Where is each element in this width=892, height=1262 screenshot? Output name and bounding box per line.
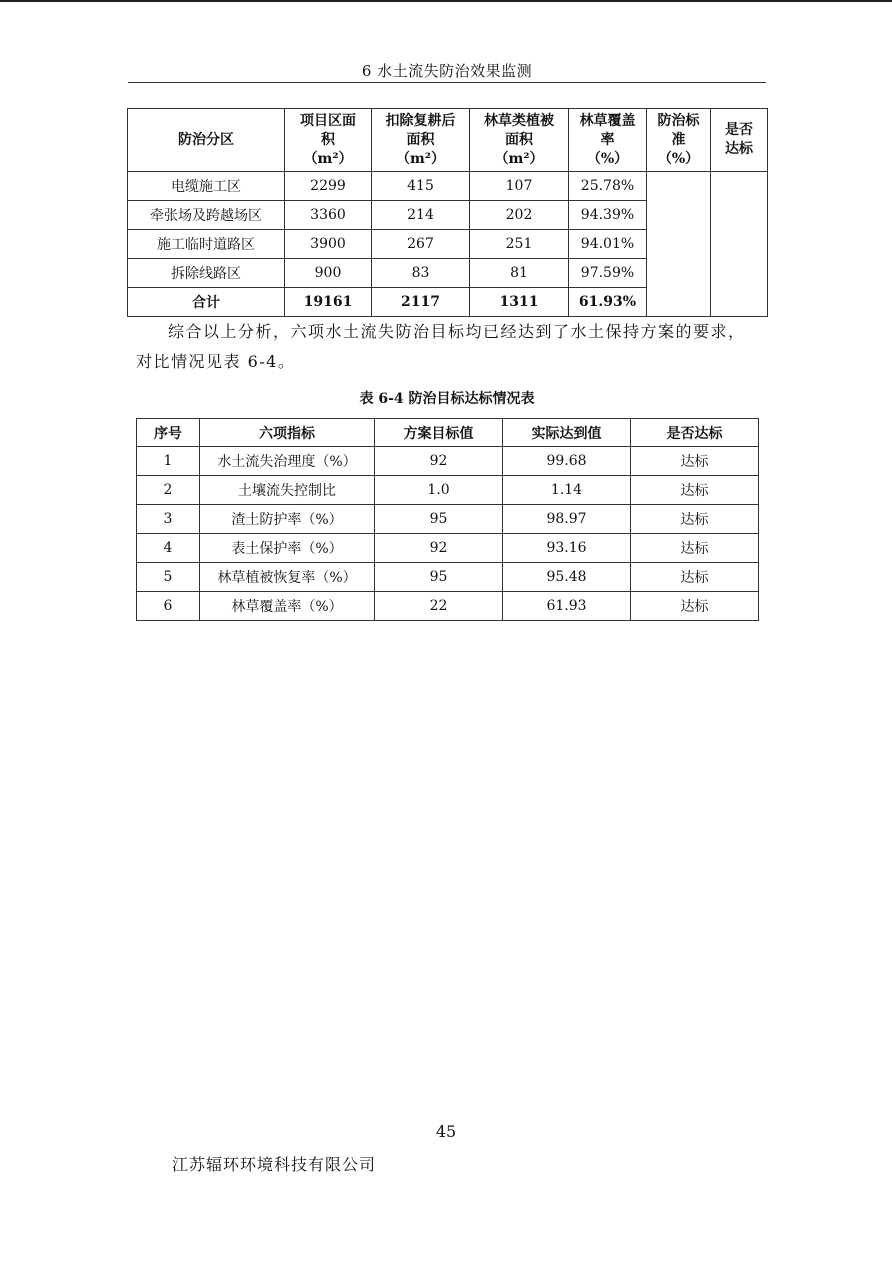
footer-company-name: 江苏辐环环境科技有限公司 — [172, 1155, 377, 1174]
net-area-cell: 83 — [372, 259, 470, 288]
table-row — [137, 563, 759, 592]
table-row — [137, 476, 759, 505]
area-cell: 900 — [285, 259, 372, 288]
column-header-target: 方案目标值 — [375, 419, 503, 447]
target-cell: 95 — [375, 505, 503, 534]
page-top-border — [0, 0, 892, 2]
column-header-standard: 防治标 准 （%） — [647, 109, 711, 172]
table-header-row — [137, 419, 759, 447]
zone-cell: 施工临时道路区 — [128, 230, 285, 259]
column-header-area: 项目区面 积 （m²） — [285, 109, 372, 172]
column-header-veg-area: 林草类植被 面积 （m²） — [470, 109, 569, 172]
actual-cell: 95.48 — [503, 563, 631, 592]
net-area-cell: 214 — [372, 201, 470, 230]
table-row — [137, 505, 759, 534]
target-compliance-table — [136, 418, 759, 621]
target-cell: 22 — [375, 592, 503, 621]
coverage-cell: 25.78% — [569, 172, 647, 201]
table-row — [137, 534, 759, 563]
coverage-cell: 97.59% — [569, 259, 647, 288]
result-cell: 达标 — [631, 447, 759, 476]
column-header-no: 序号 — [137, 419, 200, 447]
coverage-cell: 94.39% — [569, 201, 647, 230]
indicator-cell: 林草覆盖率（%） — [200, 592, 375, 621]
page-number: 45 — [435, 1122, 457, 1141]
total-area: 19161 — [285, 288, 372, 317]
paragraph-line-1: 综合以上分析，六项水土流失防治目标均已经达到了水土保持方案的要求， — [168, 322, 746, 341]
column-header-met: 是否 达标 — [711, 109, 768, 172]
veg-area-cell: 251 — [470, 230, 569, 259]
indicator-cell: 林草植被恢复率（%） — [200, 563, 375, 592]
standard-cell — [647, 172, 711, 317]
column-header-actual: 实际达到值 — [503, 419, 631, 447]
table-caption: 表 6-4 防治目标达标情况表 — [359, 391, 535, 407]
actual-cell: 93.16 — [503, 534, 631, 563]
total-net-area: 2117 — [372, 288, 470, 317]
no-cell: 6 — [137, 592, 200, 621]
no-cell: 3 — [137, 505, 200, 534]
zone-cell: 拆除线路区 — [128, 259, 285, 288]
summary-paragraph — [136, 317, 762, 377]
total-veg-area: 1311 — [470, 288, 569, 317]
target-cell: 95 — [375, 563, 503, 592]
veg-area-cell: 81 — [470, 259, 569, 288]
table-header-row — [128, 109, 768, 172]
no-cell: 4 — [137, 534, 200, 563]
result-cell: 达标 — [631, 534, 759, 563]
net-area-cell: 415 — [372, 172, 470, 201]
table-row — [128, 172, 768, 201]
area-cell: 3360 — [285, 201, 372, 230]
actual-cell: 98.97 — [503, 505, 631, 534]
coverage-table — [127, 108, 768, 317]
area-cell: 2299 — [285, 172, 372, 201]
indicator-cell: 土壤流失控制比 — [200, 476, 375, 505]
total-label: 合计 — [128, 288, 285, 317]
target-cell: 1.0 — [375, 476, 503, 505]
column-header-net-area: 扣除复耕后 面积 （m²） — [372, 109, 470, 172]
table-row — [137, 447, 759, 476]
veg-area-cell: 107 — [470, 172, 569, 201]
area-cell: 3900 — [285, 230, 372, 259]
actual-cell: 1.14 — [503, 476, 631, 505]
table-row — [137, 592, 759, 621]
column-header-zone: 防治分区 — [128, 109, 285, 172]
header-rule — [128, 82, 766, 83]
result-cell: 达标 — [631, 592, 759, 621]
coverage-cell: 94.01% — [569, 230, 647, 259]
result-cell: 达标 — [631, 563, 759, 592]
indicator-cell: 表土保护率（%） — [200, 534, 375, 563]
no-cell: 2 — [137, 476, 200, 505]
net-area-cell: 267 — [372, 230, 470, 259]
indicator-cell: 渣土防护率（%） — [200, 505, 375, 534]
running-header: 6 水土流失防治效果监测 — [361, 62, 533, 80]
column-header-coverage: 林草覆盖 率 （%） — [569, 109, 647, 172]
actual-cell: 99.68 — [503, 447, 631, 476]
indicator-cell: 水土流失治理度（%） — [200, 447, 375, 476]
column-header-indicator: 六项指标 — [200, 419, 375, 447]
no-cell: 5 — [137, 563, 200, 592]
column-header-result: 是否达标 — [631, 419, 759, 447]
zone-cell: 电缆施工区 — [128, 172, 285, 201]
result-cell: 达标 — [631, 476, 759, 505]
paragraph-line-2: 对比情况见表 6-4。 — [136, 352, 296, 371]
result-cell: 达标 — [631, 505, 759, 534]
no-cell: 1 — [137, 447, 200, 476]
zone-cell: 牵张场及跨越场区 — [128, 201, 285, 230]
total-coverage: 61.93% — [569, 288, 647, 317]
actual-cell: 61.93 — [503, 592, 631, 621]
met-cell — [711, 172, 768, 317]
target-cell: 92 — [375, 447, 503, 476]
veg-area-cell: 202 — [470, 201, 569, 230]
target-cell: 92 — [375, 534, 503, 563]
